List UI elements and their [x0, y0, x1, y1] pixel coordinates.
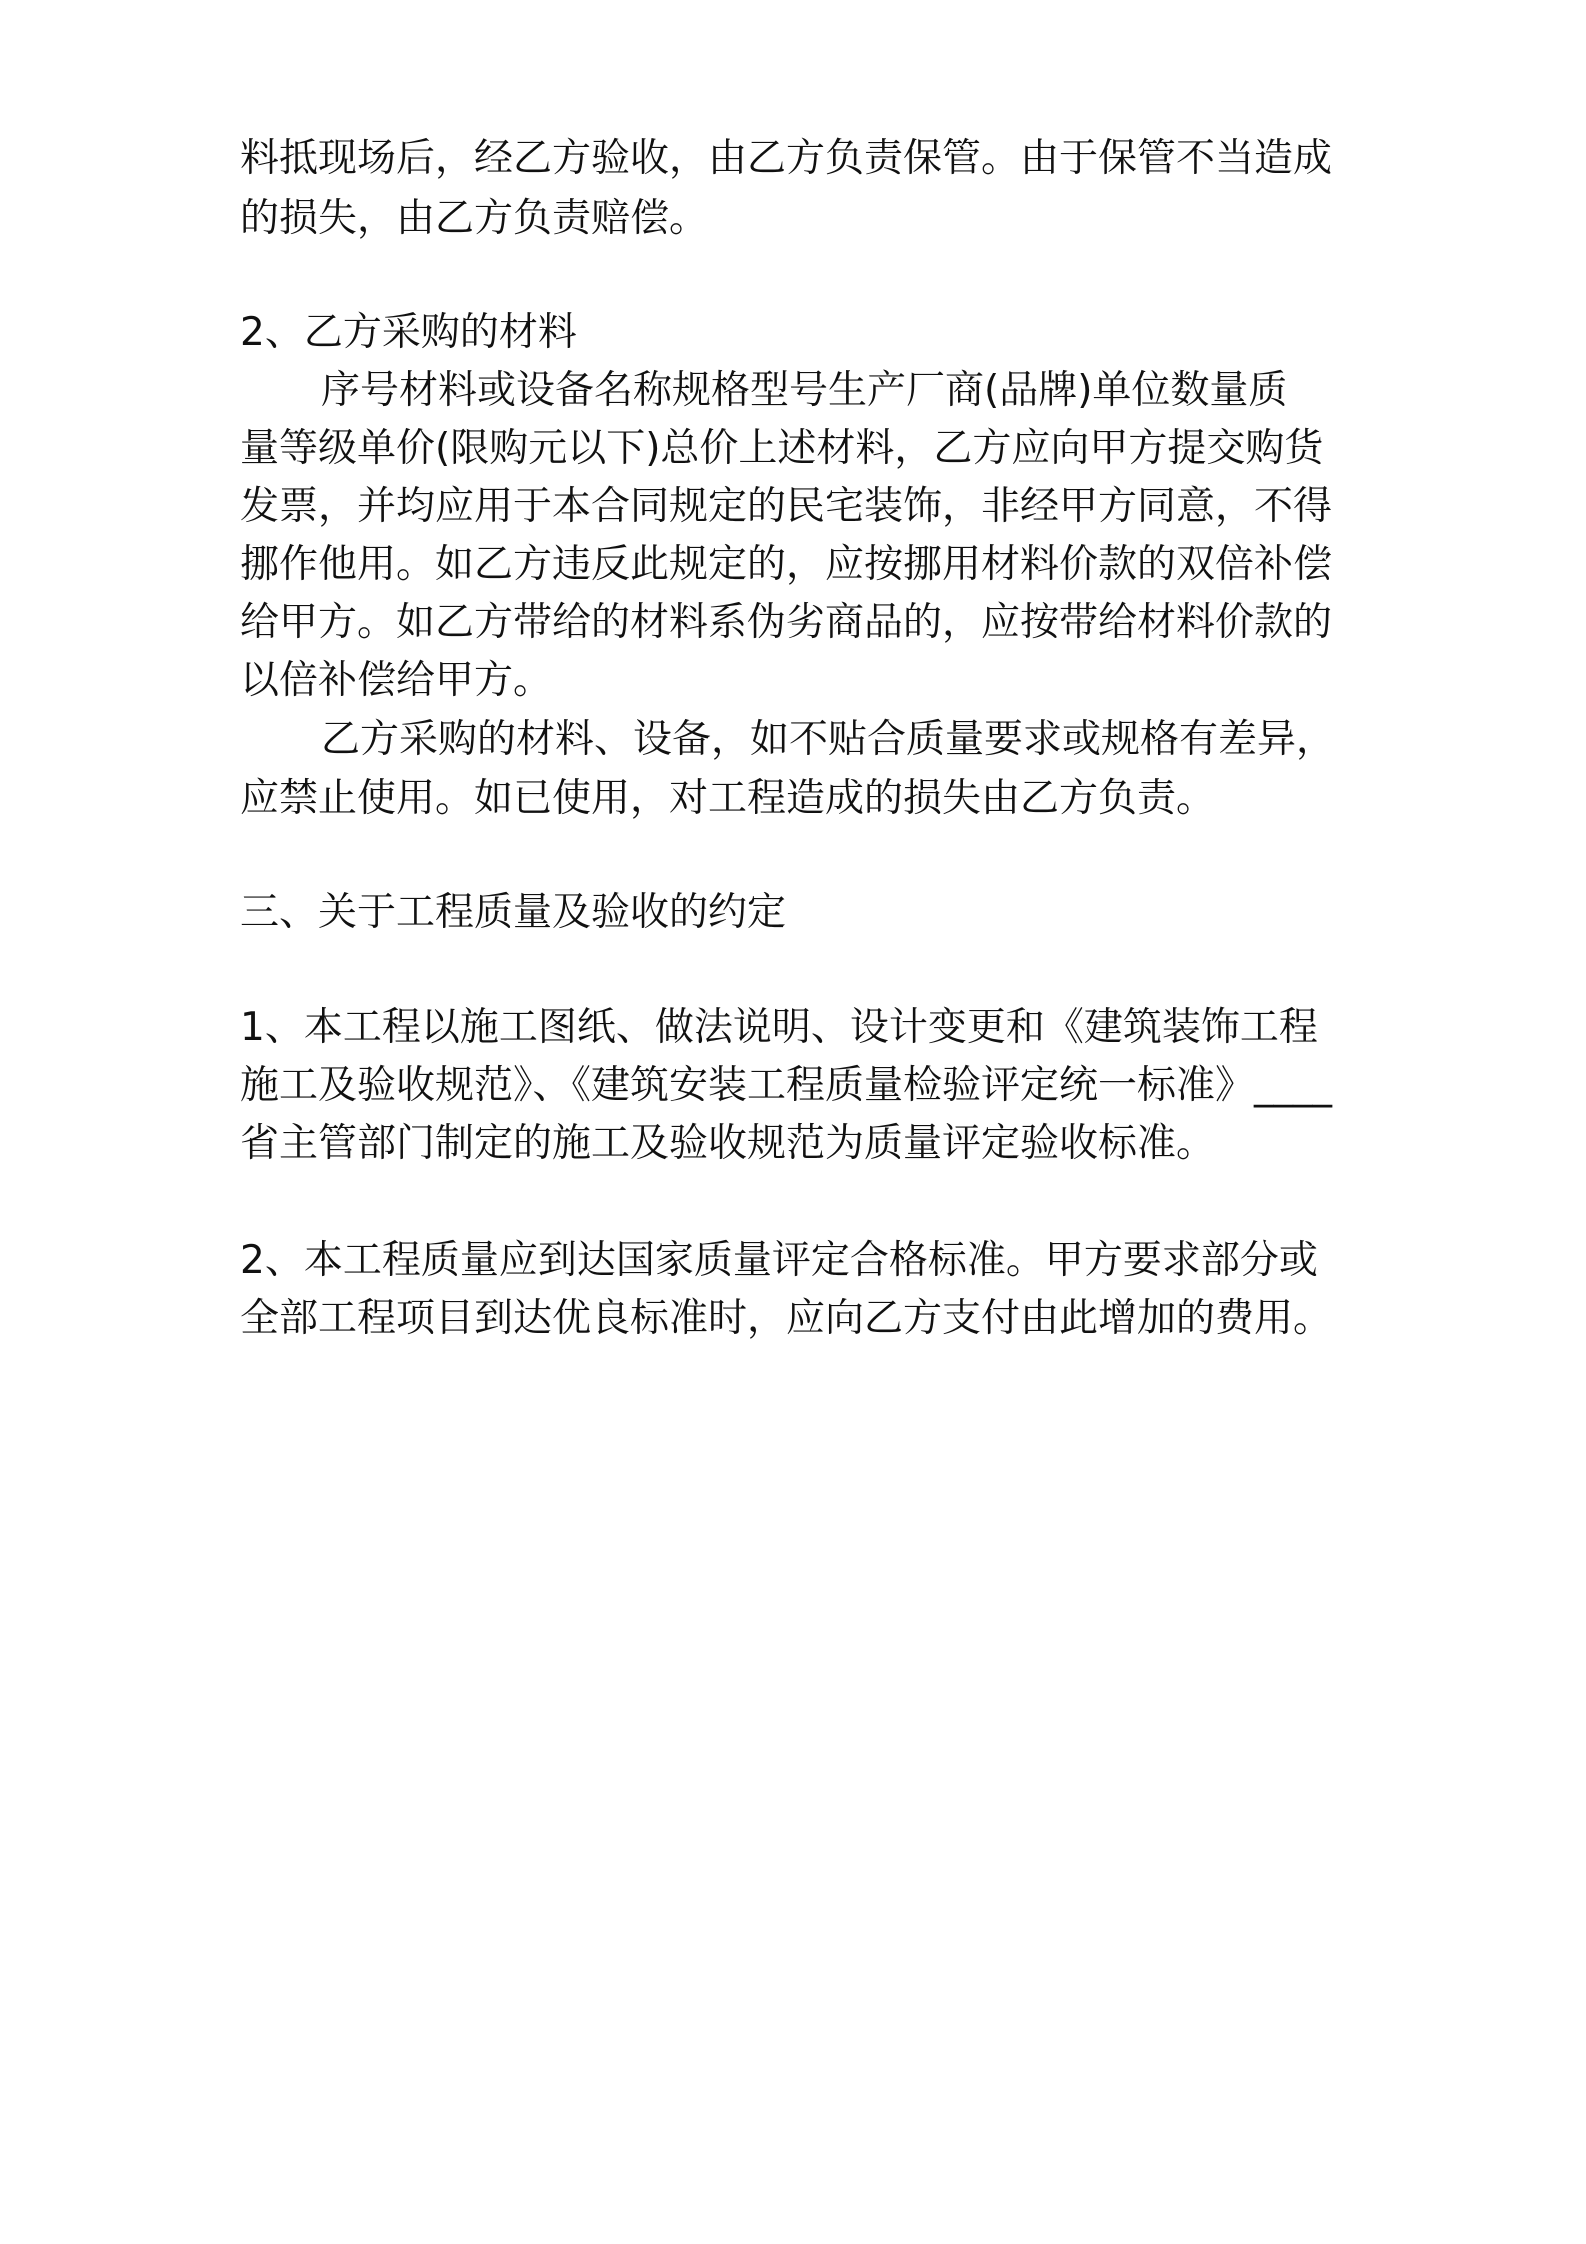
paragraph-line: 全部工程项目到达优良标准时，应向乙方支付由此增加的费用。 — [240, 1296, 1333, 1341]
paragraph-line: 挪作他用。如乙方违反此规定的，应按挪用材料价款的双倍补偿 — [240, 542, 1333, 587]
paragraph-line: 施工及验收规范》、《建筑安装工程质量检验评定统一标准》____ — [240, 1063, 1333, 1108]
paragraph-line: 发票，并均应用于本合同规定的民宅装饰，非经甲方同意，不得 — [240, 484, 1333, 529]
section-heading: 2、乙方采购的材料 — [240, 310, 577, 355]
paragraph-line: 序号材料或设备名称规格型号生产厂商(品牌)单位数量质 — [321, 368, 1288, 413]
paragraph-line: 量等级单价(限购元以下)总价上述材料，乙方应向甲方提交购货 — [240, 426, 1324, 471]
paragraph-line: 乙方采购的材料、设备，如不贴合质量要求或规格有差异， — [321, 717, 1336, 762]
paragraph-line: 给甲方。如乙方带给的材料系伪劣商品的，应按带给材料价款的 — [240, 600, 1333, 645]
paragraph-line: 省主管部门制定的施工及验收规范为质量评定验收标准。 — [240, 1121, 1216, 1166]
paragraph-line: 应禁止使用。如已使用，对工程造成的损失由乙方负责。 — [240, 776, 1216, 821]
paragraph-line: 的损失，由乙方负责赔偿。 — [240, 196, 709, 241]
section-heading: 三、关于工程质量及验收的约定 — [240, 890, 787, 935]
paragraph-line: 料抵现场后，经乙方验收，由乙方负责保管。由于保管不当造成 — [240, 136, 1333, 181]
paragraph-line: 以倍补偿给甲方。 — [240, 658, 553, 703]
paragraph-line: 1、本工程以施工图纸、做法说明、设计变更和《建筑装饰工程 — [240, 1005, 1318, 1050]
paragraph-line: 2、本工程质量应到达国家质量评定合格标准。甲方要求部分或 — [240, 1238, 1318, 1283]
